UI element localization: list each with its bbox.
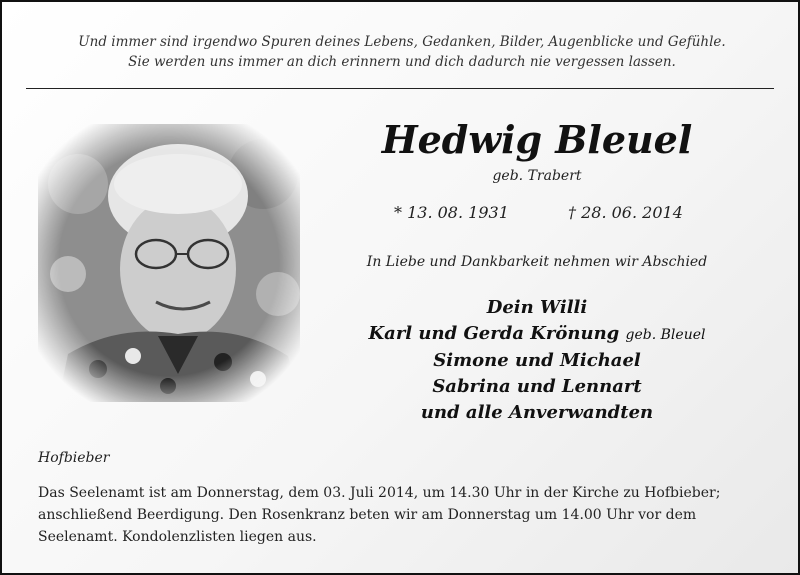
service-notice [38, 482, 770, 548]
deceased-name: Hedwig Bleuel [381, 117, 693, 162]
portrait-photo [38, 124, 300, 402]
birth-name: geb. Trabert [492, 168, 582, 184]
mourners-list [302, 295, 772, 426]
mourner-line [302, 321, 772, 348]
mourner-name: Sabrina und Lennart [432, 376, 642, 397]
mourner-line [302, 400, 772, 426]
notice-line-2: anschließend Beerdigung. Den Rosenkranz beten wir am Donnerstag um 14.00 Uhr vor dem [38, 507, 697, 523]
mourner-suffix: geb. Bleuel [625, 327, 706, 343]
notice-line-1: Das Seelenamt ist am Donnerstag, dem 03. Juli 2014, um 14.30 Uhr in der Kirche zu Hofbieber; [38, 485, 721, 501]
death-date: † 28. 06. 2014 [568, 203, 683, 222]
header-divider [26, 88, 774, 89]
mourner-line [302, 295, 772, 321]
mourner-line [302, 374, 772, 400]
mourner-name: Dein Willi [486, 297, 588, 318]
quote-line-1: Und immer sind irgendwo Spuren deines Lebens, Gedanken, Bilder, Augenblicke und Gefühle. [78, 34, 726, 50]
farewell-text: In Liebe und Dankbarkeit nehmen wir Abschied [366, 254, 708, 270]
mourner-name: Simone und Michael [433, 350, 641, 371]
quote-line-2: Sie werden uns immer an dich erinnern und dich dadurch nie vergessen lassen. [128, 54, 676, 70]
birth-date: * 13. 08. 1931 [394, 203, 509, 222]
mourner-line [302, 348, 772, 374]
place-name: Hofbieber [38, 450, 110, 466]
mourner-name: Karl und Gerda Krönung [368, 323, 620, 344]
notice-line-3: Seelenamt. Kondolenzlisten liegen aus. [38, 529, 317, 545]
mourner-name: und alle Anverwandten [420, 402, 654, 423]
memorial-quote [32, 32, 772, 72]
